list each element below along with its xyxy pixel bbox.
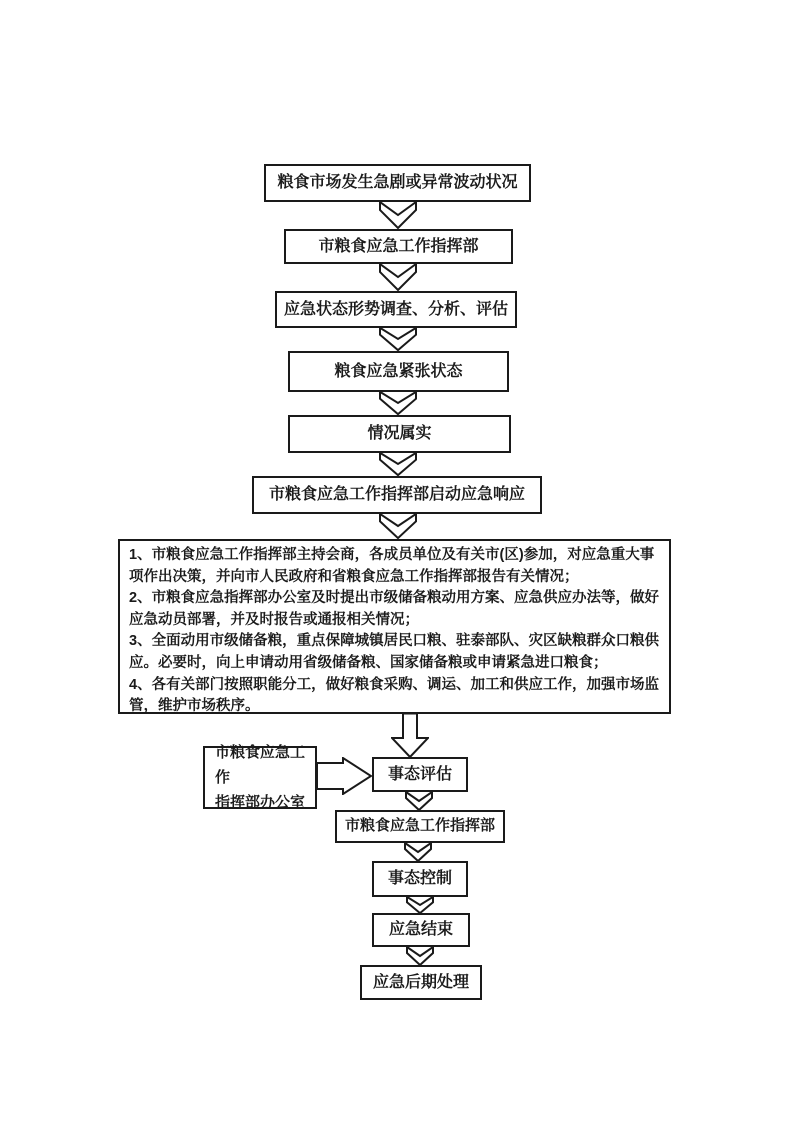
chevron-down-arrow-icon [379,452,417,476]
chevron-down-arrow-icon [406,896,434,914]
flow-node-response-measures [118,539,671,714]
flow-node-situation-evaluation: 事态评估 [372,757,468,792]
measure-item-4: 4、各有关部门按照职能分工，做好粮食采购、调运、加工和供应工作，加强市场监管，维护市场秩序。 [129,676,660,715]
flow-node-market-fluctuation: 粮食市场发生急剧或异常波动状况 [264,164,531,202]
chevron-down-arrow-icon [405,791,433,811]
flow-node-emergency-end: 应急结束 [372,913,470,947]
flow-node-post-processing: 应急后期处理 [360,965,482,1000]
hq-office-label-line2: 指挥部办公室 [215,794,306,811]
chevron-down-arrow-icon [379,201,417,229]
chevron-down-arrow-icon [379,391,417,415]
flow-node-survey-analysis: 应急状态形势调查、分析、评估 [275,291,517,328]
measure-item-3: 3、全面动用市级储备粮，重点保障城镇居民口粮、驻泰部队、灾区缺粮群众口粮供应。必要时，向上申请动用省级储备粮、国家储备粮或申请紧急进口粮食； [129,633,660,671]
measure-item-1: 1、市粮食应急工作指挥部主持会商，各成员单位及有关市(区)参加，对应急重大事项作出决策，并向市人民政府和省粮食应急工作指挥部报告有关情况； [129,547,655,585]
flow-node-emergency-tension: 粮食应急紧张状态 [288,351,509,392]
flow-node-hq-office [203,746,317,809]
chevron-down-arrow-icon [406,946,434,966]
block-right-arrow-icon [317,757,372,795]
flow-node-situation-verified: 情况属实 [288,415,511,453]
chevron-down-arrow-icon [404,842,432,862]
flow-node-activate-response: 市粮食应急工作指挥部启动应急响应 [252,476,542,514]
chevron-down-arrow-icon [379,327,417,351]
hq-office-label-line1: 市粮食应急工作 [215,744,306,786]
flow-node-headquarters: 市粮食应急工作指挥部 [284,229,513,264]
measure-item-2: 2、市粮食应急指挥部办公室及时提出市级储备粮动用方案、应急供应办法等，做好应急动员部署，并及时报告或通报相关情况； [129,590,660,628]
block-down-arrow-icon [391,713,429,758]
flow-node-situation-control: 事态控制 [372,861,468,897]
chevron-down-arrow-icon [379,513,417,539]
chevron-down-arrow-icon [379,263,417,291]
flow-node-headquarters-2: 市粮食应急工作指挥部 [335,810,505,843]
